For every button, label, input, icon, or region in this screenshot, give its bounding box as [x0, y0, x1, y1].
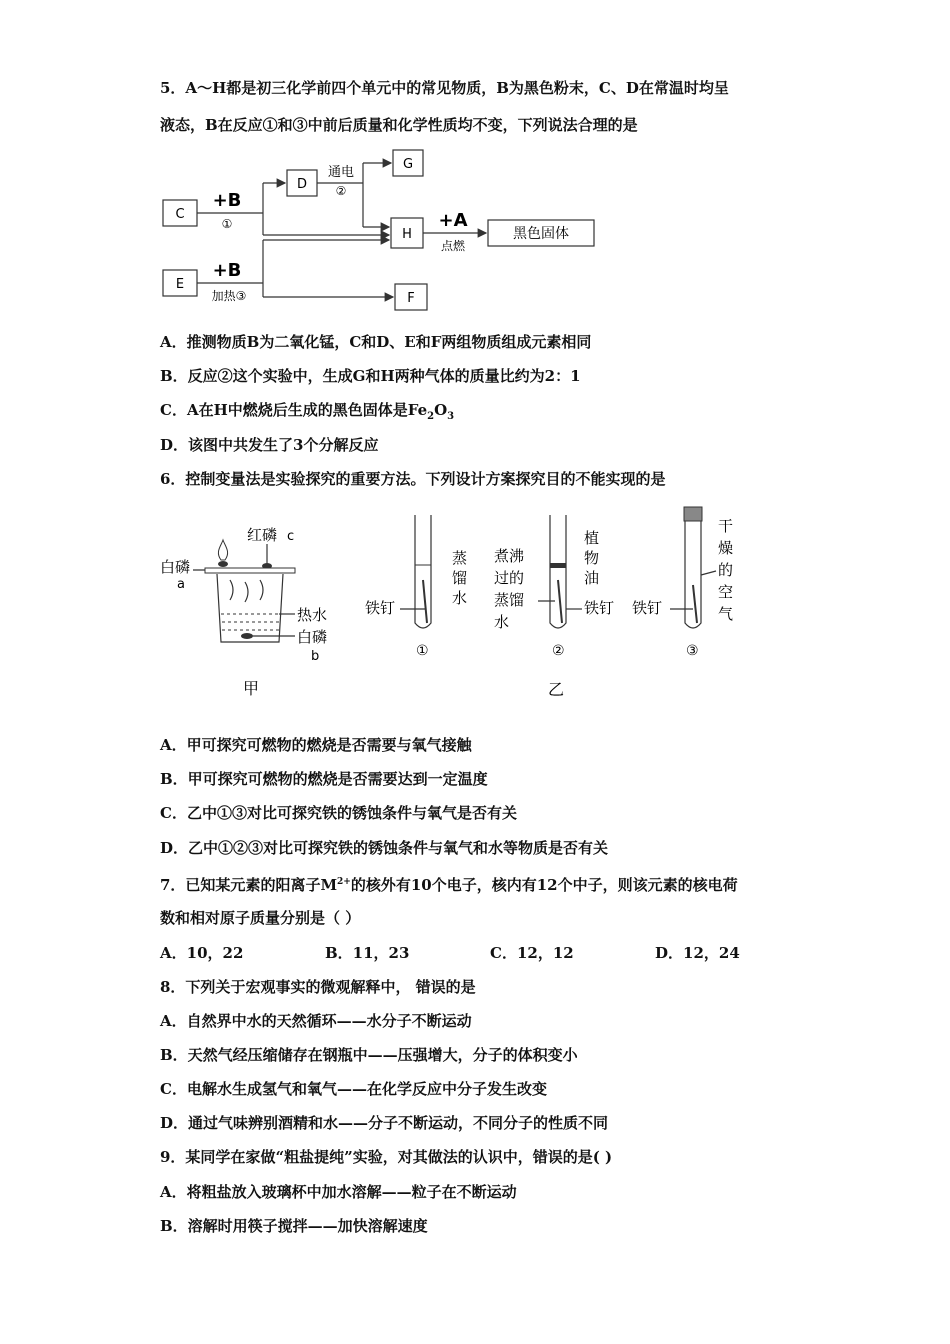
label-tie-ding-2: 铁钉 — [584, 599, 615, 617]
label-bai-lin-a: 白磷 — [160, 558, 191, 576]
label-a-point: a — [177, 577, 185, 592]
label-hong-lin: 红磷 — [247, 526, 278, 544]
label-c: C — [175, 207, 185, 222]
label-plus-b-2: +B — [212, 260, 242, 281]
q9-stem: 9．某同学在家做“粗盐提纯”实验，对其做法的认识中，错误的是( ) — [160, 1148, 613, 1166]
label-tie-ding-1: 铁钉 — [365, 599, 396, 617]
label-d: D — [296, 177, 308, 192]
label-plus-b-1: +B — [212, 190, 242, 211]
label-black-solid: 黑色固体 — [513, 226, 569, 242]
label-shui-1: 水 — [452, 589, 468, 607]
label-qi: 气 — [718, 605, 734, 623]
label-liu-1: 馏 — [452, 569, 468, 587]
label-jia: 甲 — [243, 679, 260, 698]
label-h: H — [402, 227, 412, 242]
q9-option-a: A．将粗盐放入玻璃杯中加水溶解——粒子在不断运动 — [160, 1183, 517, 1201]
q6-stem: 6．控制变量法是实验探究的重要方法。下列设计方案探究目的不能实现的是 — [160, 470, 666, 488]
q7-option-b: B．11，23 — [325, 944, 410, 962]
label-tie-ding-3: 铁钉 — [632, 599, 663, 617]
q5-stem-line1: 5．A～H都是初三化学前四个单元中的常见物质，B为黑色粉末，C、D在常温时均呈 — [160, 79, 729, 97]
q7-option-a: A．10，22 — [160, 944, 244, 962]
q8-option-c: C．电解水生成氢气和氧气——在化学反应中分子发生改变 — [160, 1080, 547, 1098]
label-zao: 燥 — [718, 539, 734, 557]
label-n2: ② — [552, 643, 565, 659]
label-jiare: 加热③ — [211, 289, 247, 303]
q5-option-b: B．反应②这个实验中，生成G和H两种气体的质量比约为2：1 — [160, 367, 581, 385]
label-plus-a: +A — [438, 210, 468, 231]
q9-option-b: B．溶解时用筷子搅拌——加快溶解速度 — [160, 1217, 428, 1235]
label-zhi: 植 — [584, 529, 600, 547]
q8-option-a: A．自然界中水的天然循环——水分子不断运动 — [160, 1012, 472, 1030]
q5-option-d: D．该图中共发生了3个分解反应 — [160, 436, 379, 454]
q6-option-b: B．甲可探究可燃物的燃烧是否需要达到一定温度 — [160, 770, 488, 788]
label-zheng-1: 蒸 — [452, 549, 468, 567]
q7-stem-line1: 7．已知某元素的阳离子$M^{2+}$的核外有10个电子，核内有12个中子，则该元素的核电荷 — [160, 876, 738, 894]
label-c-point: c — [287, 529, 295, 544]
q7-option-d: D．12，24 — [655, 944, 740, 962]
q8-stem: 8．下列关于宏观事实的微观解释中， 错误的是 — [160, 978, 476, 996]
q6-figure-yi — [360, 505, 750, 705]
label-guo-de: 过的 — [494, 569, 525, 587]
label-e: E — [175, 277, 185, 292]
label-f: F — [407, 291, 415, 306]
label-zheng-liu: 蒸馏 — [494, 591, 525, 609]
q6-option-d: D．乙中①②③对比可探究铁的锈蚀条件与氧气和水等物质是否有关 — [160, 839, 609, 857]
label-n3: ③ — [686, 643, 699, 659]
label-kong: 空 — [718, 583, 734, 601]
q5-stem-line2: 液态，B在反应①和③中前后质量和化学性质均不变，下列说法合理的是 — [160, 116, 638, 134]
label-re-shui: 热水 — [297, 606, 328, 624]
q7-stem-line2: 数和相对原子质量分别是（ ） — [160, 909, 361, 927]
label-tongdian: 通电 — [327, 165, 355, 180]
label-dianran: 点燃 — [440, 239, 466, 253]
label-zhu-fei: 煮沸 — [494, 547, 525, 565]
label-reaction-2: ② — [335, 184, 347, 198]
label-b-point: b — [311, 649, 320, 664]
label-wu: 物 — [584, 549, 600, 567]
label-yi: 乙 — [548, 680, 565, 699]
label-shui-2: 水 — [494, 613, 510, 631]
label-gan: 干 — [718, 517, 734, 535]
q6-option-a: A．甲可探究可燃物的燃烧是否需要与氧气接触 — [160, 736, 472, 754]
label-n1: ① — [416, 643, 429, 659]
q6-figure-jia — [155, 510, 345, 700]
q5-flow-diagram — [155, 140, 615, 315]
q8-option-d: D．通过气味辨别酒精和水——分子不断运动，不同分子的性质不同 — [160, 1114, 609, 1132]
q7-option-c: C．12，12 — [490, 944, 574, 962]
label-de: 的 — [718, 561, 734, 579]
q6-option-c: C．乙中①③对比可探究铁的锈蚀条件与氧气是否有关 — [160, 804, 517, 822]
q5-option-c: C．A在H中燃烧后生成的黑色固体是$Fe_2O_3$ — [160, 401, 455, 422]
q8-option-b: B．天然气经压缩储存在钢瓶中——压强增大，分子的体积变小 — [160, 1046, 578, 1064]
label-you: 油 — [584, 569, 600, 587]
label-bai-lin-b: 白磷 — [297, 628, 328, 646]
label-reaction-1: ① — [221, 217, 233, 231]
q5-option-a: A．推测物质B为二氧化锰，C和D、E和F两组物质组成元素相同 — [160, 333, 592, 351]
label-g: G — [402, 157, 414, 172]
